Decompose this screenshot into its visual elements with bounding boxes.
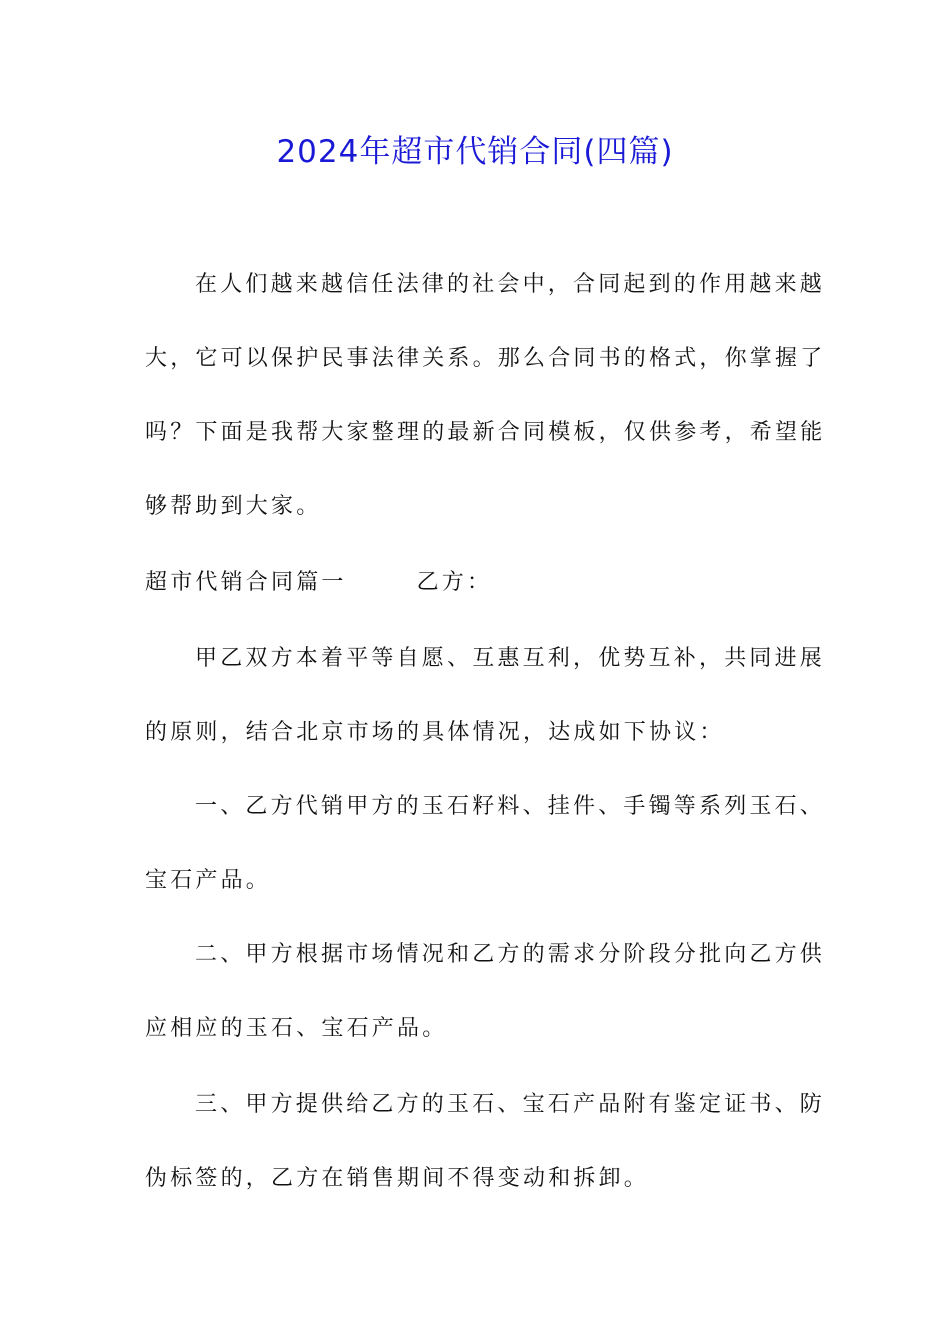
paragraph-line: 的原则，结合北京市场的具体情况，达成如下协议： [145,720,725,745]
clause-line: 三、甲方提供给乙方的玉石、宝石产品附有鉴定证书、防 [195,1092,826,1117]
paragraph-line: 大，它可以保护民事法律关系。那么合同书的格式，你掌握了 [145,346,826,371]
clause-line: 应相应的玉石、宝石产品。 [145,1016,448,1041]
paragraph-line: 够帮助到大家。 [145,494,322,519]
clause-line: 宝石产品。 [145,868,272,893]
paragraph-line: 在人们越来越信任法律的社会中，合同起到的作用越来越 [195,272,826,297]
document-title: 2024年超市代销合同(四篇) [276,134,674,170]
paragraph-line: 甲乙双方本着平等自愿、互惠互利，优势互补，共同进展 [195,646,826,671]
party-b-label: 乙方： [416,570,493,595]
section-heading: 超市代销合同篇一 [145,570,347,595]
section-heading-line [145,566,815,600]
paragraph-line: 吗？下面是我帮大家整理的最新合同模板，仅供参考，希望能 [145,420,826,445]
clause-line: 一、乙方代销甲方的玉石籽料、挂件、手镯等系列玉石、 [195,794,826,819]
clause-line: 伪标签的，乙方在销售期间不得变动和拆卸。 [145,1166,650,1191]
clause-line: 二、甲方根据市场情况和乙方的需求分阶段分批向乙方供 [195,942,826,967]
